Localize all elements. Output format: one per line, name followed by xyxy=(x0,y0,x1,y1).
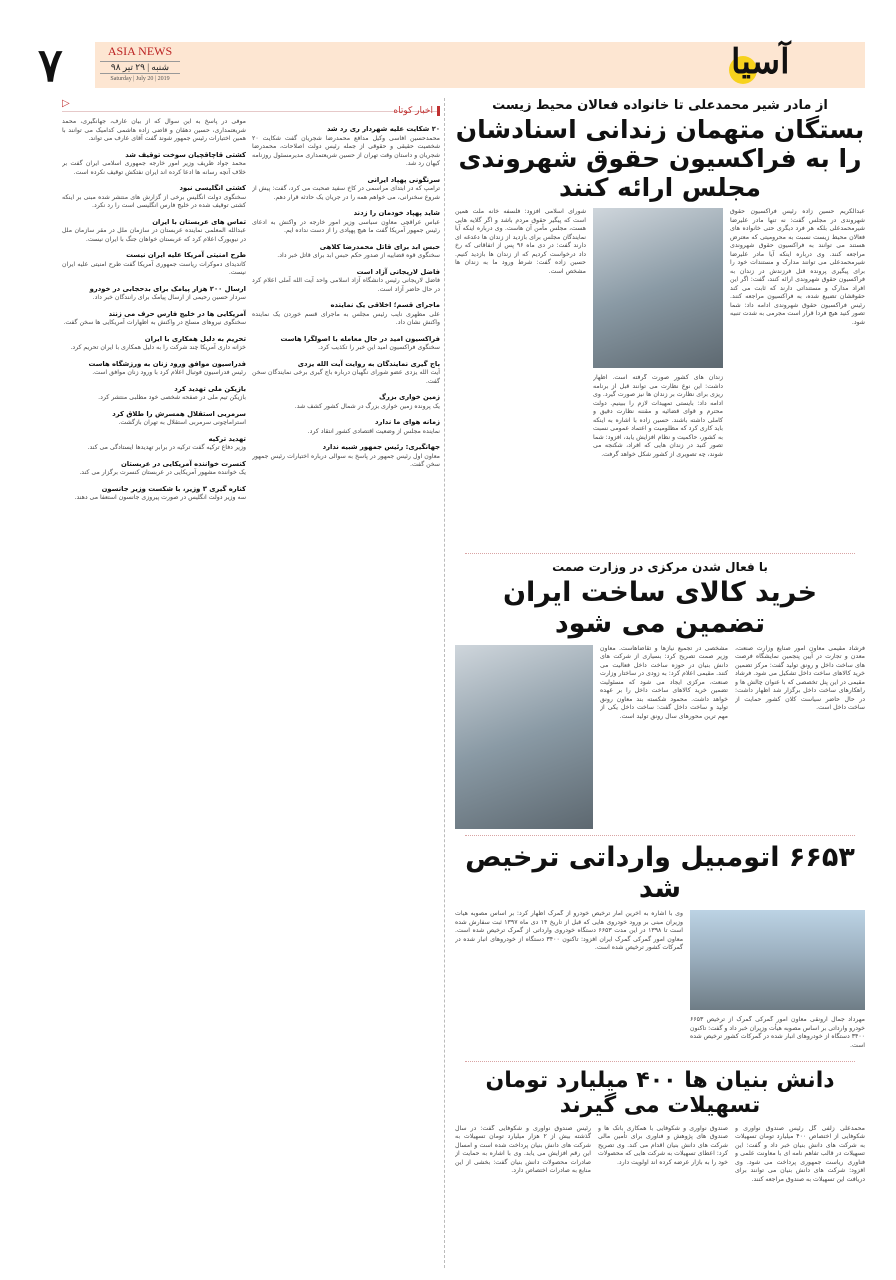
news-item-body: موفی در پاسخ به این سوال که از بیان عارف، جهانگیری، محمد شریعتمداری، حسین دهقان و قاضی زاده هاشمی کدامیک می توانند با همین اختیارات رئیس جمهور شوند گفت آقای عارف می تواند. xyxy=(62,118,246,142)
asia-logo xyxy=(725,42,790,88)
news-item-body: سه وزیر دولت انگلیس در صورت پیروزی جانسون استعفا می دهند. xyxy=(74,494,246,501)
news-item-body: سخنگوی نیروهای مسلح در واکنش به اظهارات آمریکایی ها سخن گفت. xyxy=(63,319,246,326)
story2-headline: خرید کالای ساخت ایران تضمین می شود xyxy=(502,576,818,639)
story3-col2: مهرداد جمال ارونقی معاون امور گمرکی گمرک از ترخیص ۶۶۵۳ خودرو وارداتی بر اساس مصوبه هیأت وزیران خبر داد و گفت: تاکنون ۳۴۰۰ دستگاه از خودروهای انبار شده در گمرکات کشور ترخیص شده است. xyxy=(690,1016,865,1049)
news-item-heading: بازیکن ملی تهدید کرد xyxy=(174,384,246,393)
news-item-heading: سرنگونی پهپاد ایرانی xyxy=(367,175,440,184)
news-item-body: کاندیدای دموکرات ریاست جمهوری آمریکا گفت طرح امنیتی علیه ایران نیست. xyxy=(62,260,246,276)
news-item-heading: جهانگیری: رئیس جمهور شبیه ندارد xyxy=(322,443,440,451)
news-item-body: رئیس فدراسیون فوتبال اعلام کرد با ورود زنان موافق است. xyxy=(92,369,246,376)
story1-kicker: از مادر شیر محمدعلی تا خانواده فعالان محیط زیست xyxy=(492,98,828,113)
divider xyxy=(465,1061,855,1062)
story2-col1: فرشاد مقیمی معاون امور صنایع وزارت صنعت، معدن و تجارت در آیین پنجمین نمایشگاه فرصت های ساخت داخل و رونق تولید گفت: مرکز تضمین خرید کالاهای ساخت داخل تشکیل می شود. فرشاد مقیمی در این پنل تخصصی که با عنوان چالش ها و راهکارهای ساخت داخل برگزار شد اظهار داشت: در حال حاضر سیاست کلان کشور حمایت از ساخت داخل است. xyxy=(735,644,865,712)
column-divider xyxy=(444,98,445,1268)
news-item-body: محمدحسین افاسی وکیل مدافع محمدرضا شجریان گفت شکایت ۲۰ شخصیت حقیقی و حقوقی از جمله رئیس دولت اصلاحات، محمدرضا شجریان و داستان وقت تهران از حسین شریعتمداری مدیرمسئول روزنامه کیهان رد شد. xyxy=(252,134,440,167)
date-block xyxy=(100,44,180,82)
story2-body xyxy=(455,645,865,829)
news-item-heading: ارسال ۲۰۰ هزار پیامک برای بدحجابی در خودرو xyxy=(89,284,246,293)
story1-middle xyxy=(593,208,723,546)
date-en: Saturday | July 20 | 2019 xyxy=(110,76,170,82)
news-item-body: نماینده مجلس از وضعیت اقتصادی کشور انتقاد کرد. xyxy=(307,427,440,435)
story4-col3: رئیس صندوق نوآوری و شکوفایی گفت: در سال گذشته بیش از ۲ هزار میلیارد تومان تسهیلات به شرکت های دانش بنیان پرداخت شده است و امسال این رقم افزایش می یابد. وی با اشاره به حمایت از صادرات محصولات دانش بنیان گفت: بخشی از این منابع به صادرات اختصاص دارد. xyxy=(455,1124,591,1175)
story1-headline: بستگان متهمان زندانی اسنادشان را به فراکسیون حقوق شهروندی مجلس ارائه کنند xyxy=(455,115,865,202)
story4-body xyxy=(455,1125,865,1270)
news-item-heading: زمانه هوای ما ندارد xyxy=(375,418,440,426)
news-item-body: محمد جواد ظریف وزیر امور خارجه جمهوری اسلامی ایران گفت بر خلاف آنچه رسانه ها ادعا کرده اند ایران نفتکش توقیف نکرده است. xyxy=(62,160,246,176)
news-item-body: سخنگوی فراکسیون امید این خبر را تکذیب کرد. xyxy=(318,344,440,351)
story3-right xyxy=(690,910,865,1055)
news-item-heading: فاضل لاریجانی آزاد است xyxy=(356,267,440,276)
divider xyxy=(465,553,855,554)
news-item-body: استراماچونی سرمربی استقلال به تهران بازگشت. xyxy=(118,419,246,426)
news-item-heading: کناره گیری ۳ وزیر، با شکست وزیر جانسون xyxy=(101,484,246,493)
news-item-body: یک پرونده زمین خواری بزرگ در شمال کشور کشف شد. xyxy=(294,402,440,410)
story2-photo xyxy=(455,645,593,829)
story3-col1: وی با اشاره به آخرین آمار ترخیص خودرو از گمرک اظهار کرد: بر اساس مصوبه هیأت وزیران مبنی بر ورود خودروی هایی که قبل از تاریخ ۱۴ دی ماه ۱۳۹۷ ثبت سفارش شده است تا ۱۳۹۸ در این مدت ۶۶۵۳ دستگاه خودروی وارداتی از گمرک ترخیص شده است. معاون امور گمرکی گمرک ایران افزود: تاکنون ۳۴۰۰ دستگاه از خودروهای انبار شده در گمرکات کشور ترخیص شده است. xyxy=(455,910,683,952)
news-item-body: ترامپ که در ابتدای مراسمی در کاخ سفید صحبت می کرد، گفت: پیش از شروع سخنرانی، می خواهم همه را در جریان یک حادثه قرار دهم. xyxy=(252,185,440,201)
news-item-heading: کنسرت خواننده آمریکایی در عربستان xyxy=(120,459,246,468)
story1-col3: شورای اسلامی افزود: فلسفه خانه ملت همین است که پیگیر حقوق مردم باشد و اگر گلایه هایی هست، مجلس مأمن آن هاست. وی درباره اینکه آیا نمایندگان مجلس برای بازدید از زندان ها دغدغه ای دارند گفت: در دی ماه ۹۶ پس از اتفاقاتی که رخ داد درخواست کردیم که از زندان ها بازدید کنیم. حسین زاده گفت: شرط ورود ما به زندان ها مشخص است. xyxy=(455,208,586,275)
story1-col1: عبدالکریم حسین زاده رئیس فراکسیون حقوق شهروندی در مجلس گفت: نه تنها مادر علیرضا شیرمحمدعلی بلکه هر فرد دیگری حتی خانواده های فعالان محیط زیست نسبت به محرومیتی که معترض هستند می توانند به فراکسیون حقوق شهروندی مراجعه کنند. وی درباره اینکه آیا مادر علیرضا شیرمحمدعلی می توانند مدارک و مستندات خود را برای پیگیری پرونده قتل فرزندش در زندان به فراکسیون حقوق شهروندی ارائه کنند، گفت: اگر این افراد مدارک و مستنداتی دارند که ثابت می کند حقوقشان تضییع شده، به فراکسیون مراجعه کنند. رئیس فراکسیون حقوق شهروندی ادامه داد: شما تصور کنید هیچ فردا قرار است مجرمی به شدت تنبیه شود. xyxy=(730,208,865,326)
date-fa: شنبه | ۲۹ تیر ۹۸ xyxy=(100,61,180,74)
news-item-body: علی مطهری نایب رئیس مجلس به ماجرای قسم خوردن یک نماینده واکنش نشان داد. xyxy=(252,310,440,326)
news-item-body: سردار حسین رحیمی از ارسال پیامک برای رانندگان خبر داد. xyxy=(92,294,246,301)
news-item-heading: سرمربی استقلال همسرش را طلاق کرد xyxy=(112,409,246,418)
short-news-header xyxy=(62,98,440,116)
story3-body xyxy=(455,910,865,1055)
news-item-body: آیت الله یزدی عضو شورای نگهبان درباره باج گیری برخی نمایندگان سخن گفت. xyxy=(252,369,440,385)
story2-kicker: با فعال شدن مرکزی در وزارت صمت xyxy=(552,559,768,574)
news-item-body: وزیر دفاع ترکیه گفت ترکیه در برابر تهدیدها ایستادگی می کند. xyxy=(87,444,246,451)
news-item-heading: کشتی قاچاقچیان سوخت توقیف شد xyxy=(125,150,246,159)
story3-photo xyxy=(690,910,865,1010)
divider xyxy=(465,835,855,836)
news-item-heading: کشتی انگلیسی نبود xyxy=(179,184,246,192)
page-number: ۷ xyxy=(38,38,63,92)
brand-en: ASIA NEWS xyxy=(107,44,173,58)
news-item-heading: باج گیری نمایندگان به روایت آیت الله یزدی xyxy=(297,359,440,368)
story4-headline: دانش بنیان ها ۴۰۰ میلیارد تومان تسهیلات می گیرند xyxy=(485,1068,835,1119)
story2-col2: مشخصی در تجمیع نیازها و تقاضاهاست. معاون وزیر صمت تصریح کرد: بسیاری از شرکت های دانش بنیان در حوزه ساخت داخل فعالیت می کنند. مقیمی اعلام کرد: به زودی در ساختار وزارت صنعت، مرکزی ایجاد می شود که مسئولیت تضمین خرید کالاهای ساخت داخل را بر عهده خواهد داشت. محمود شکسته بند معاون رونق تولید و ساخت داخل گفت: ساخت داخل یکی از مهم ترین محورهای سال رونق تولید است. xyxy=(600,644,728,720)
news-item-body: عبدالله المعلمی نماینده عربستان در سازمان ملل در مقر سازمان ملل در نیویورک اعلام کرد که عربستان خواهان جنگ با ایران نیست. xyxy=(62,227,246,243)
short-news-column-right xyxy=(252,118,440,1268)
news-item-heading: طرح امنیتی آمریکا علیه ایران نیست xyxy=(126,251,246,259)
play-arrow-icon: ▷ xyxy=(62,98,70,109)
main-stories xyxy=(455,98,865,1270)
story2 xyxy=(455,560,865,829)
news-item-body: بازیکن تیم ملی در صفحه شخصی خود مطلبی منتشر کرد. xyxy=(98,394,246,401)
story4-col1: محمدعلی زلفی گل رئیس صندوق نوآوری و شکوفایی از اختصاص ۴۰۰ میلیارد تومان تسهیلات به شرکت های دانش بنیان خبر داد و گفت: این تسهیلات در قالب تفاهم نامه ای با معاونت علمی و فناوری ریاست جمهوری پرداخت می شود. وی افزود: شرکت های دانش بنیان می توانند برای دریافت این تسهیلات به صندوق مراجعه کنند. xyxy=(735,1124,865,1183)
news-item-heading: فدراسیون موافق ورود زنان به ورزشگاه هاست xyxy=(88,359,246,368)
story3-headline: ۶۶۵۳ اتومبیل وارداتی ترخیص شد xyxy=(465,841,855,904)
news-item-heading: ماجرای قسم؛ اخلاقی یک نماینده xyxy=(330,301,440,309)
story3 xyxy=(455,842,865,1055)
news-item-body: عباس عراقچی معاون سیاسی وزیر امور خارجه در واکنش به ادعای رئیس جمهور آمریکا گفت ما هیچ پهپادی را از دست نداده ایم. xyxy=(252,218,440,234)
news-item-heading: تحریم به دلیل همکاری با ایران xyxy=(144,334,246,343)
news-item-heading: آمریکایی ها در خلیج فارس حرف می زنند xyxy=(108,309,246,318)
news-item-heading: زمین خواری بزرگ xyxy=(378,393,440,401)
story1-photo xyxy=(593,208,723,368)
story4-col2: صندوق نوآوری و شکوفایی با همکاری بانک ها و صندوق های پژوهش و فناوری برای تأمین مالی شرکت های دانش بنیان اقدام می کند. وی تصریح کرد: اعطای تسهیلات به شرکت هایی که محصولات خود را به بازار عرضه کرده اند اولویت دارد. xyxy=(598,1124,728,1166)
news-item-body: یک خواننده مشهور آمریکایی در عربستان کنسرت برگزار می کند. xyxy=(79,469,246,476)
news-item-heading: تهدید ترکیه xyxy=(208,434,246,443)
news-item-heading: حبس ابد برای قاتل محمدرضا کلاهی xyxy=(319,242,440,251)
short-news-title: اخبار کوتاه xyxy=(393,106,440,116)
story4 xyxy=(455,1068,865,1270)
news-item-body: فاضل لاریجانی رئیس دانشگاه آزاد اسلامی واحد آیت الله آملی اعلام کرد در حال حاضر آزاد است. xyxy=(252,277,440,293)
short-news-column-left xyxy=(62,118,246,1268)
news-item-body: معاون اول رئیس جمهور در پاسخ به سوالی درباره اختیارات رئیس جمهور سخن گفت. xyxy=(252,452,440,468)
news-item-heading: شاید پهپاد خودمان را زدند xyxy=(353,209,440,217)
news-item-body: سخنگوی قوه قضاییه از صدور حکم حبس ابد برای قاتل خبر داد. xyxy=(277,252,440,259)
news-item-heading: تماس های عربستان با ایران xyxy=(152,217,246,226)
news-item-body: سخنگوی دولت انگلیس برخی از گزارش های منتشر شده مبنی بر اینکه کشتی توقیف شده در خلیج فارس انگلیسی است را رد نکرد. xyxy=(62,193,246,209)
logo-text: آسیا xyxy=(731,42,790,82)
news-item-body: خزانه داری آمریکا چند شرکت را به دلیل همکاری با ایران تحریم کرد. xyxy=(70,344,246,351)
story1-body xyxy=(455,208,865,546)
news-item-heading: فراکسیون امید در حال معامله با اصولگرا هاست xyxy=(280,334,440,343)
news-item-heading: ۲۰ شکایت علیه شهردار ری رد شد xyxy=(326,125,440,133)
story1-col2: زندان های کشور صورت گرفته است. اظهار داشت: این نوع نظارت می توانند قبل از برنامه ریزی برای نظارت بر زندان ها نیز صورت گیرد. وی ادامه داد: بایستی تمهیدات لازم را ببینیم. دولت محترم و قوای قضائیه و مقننه نظارت دقیق و کاملی داشته باشند. حسین زاده با اشاره به اینکه باید کاری کرد که مظلومیت و اعتماد عمومی نسبت به کشور، حاکمیت و نظام افزایش یابد، افزود: شما تصور کنید در زندان هایی که افراد، شکنجه می شوند، چه تصویری از کشور شکل خواهد گرفت. xyxy=(593,374,723,458)
story1 xyxy=(455,98,865,547)
